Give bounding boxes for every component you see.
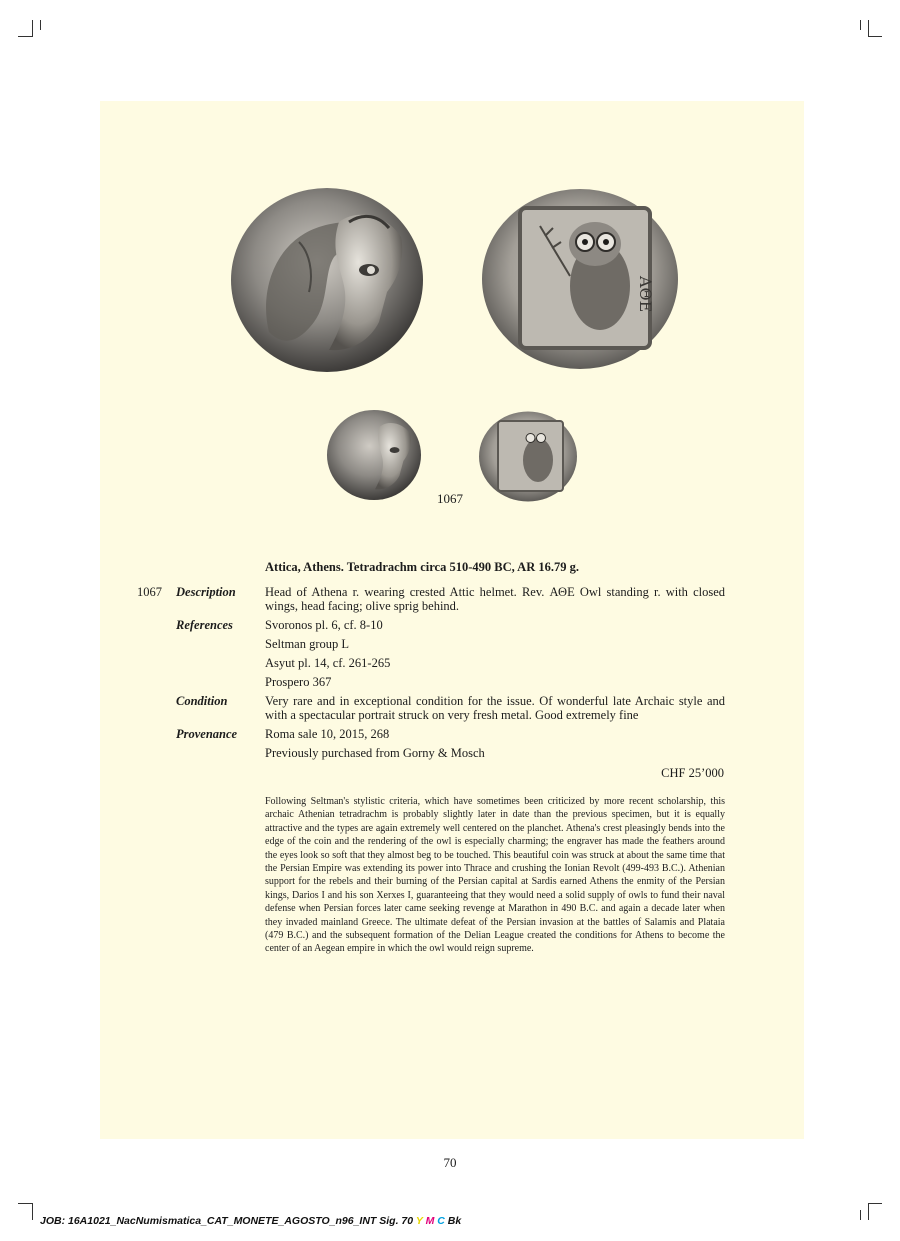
crop-mark-top-left-v2 bbox=[40, 20, 41, 30]
print-job-slug bbox=[40, 1215, 461, 1227]
condition-label: Condition bbox=[176, 694, 228, 708]
obverse-coin-small-image bbox=[326, 407, 422, 503]
lot-number: 1067 bbox=[137, 585, 162, 599]
reference-item: Prospero 367 bbox=[265, 675, 332, 689]
condition-text: Very rare and in exceptional condition for the issue. Of wonderful late Archaic style and with a spectacular portrait struck on very fresh metal. Good extremely fine bbox=[265, 694, 725, 722]
crop-mark-bottom-right-h bbox=[868, 1203, 882, 1204]
job-text: JOB: 16A1021_NacNumismatica_CAT_MONETE_AGOSTO_n96_INT Sig. 70 bbox=[40, 1215, 416, 1227]
image-lot-number: 1067 bbox=[437, 491, 463, 506]
crop-mark-bottom-left-v bbox=[32, 1203, 33, 1220]
svg-text:ΑΘΕ: ΑΘΕ bbox=[636, 276, 655, 313]
reference-item: Svoronos pl. 6, cf. 8-10 bbox=[265, 618, 383, 632]
crop-mark-top-right-v bbox=[868, 20, 869, 37]
provenance-item: Previously purchased from Gorny & Mosch bbox=[265, 746, 485, 760]
crop-mark-top-right-v2 bbox=[860, 20, 861, 30]
page-number: 70 bbox=[443, 1155, 457, 1170]
reference-item: Seltman group L bbox=[265, 637, 350, 651]
reference-item: Asyut pl. 14, cf. 261-265 bbox=[265, 656, 391, 670]
provenance-label: Provenance bbox=[176, 727, 238, 741]
crop-mark-bottom-right-v bbox=[868, 1203, 869, 1220]
crop-mark-top-left-v bbox=[32, 20, 33, 37]
reverse-coin-small-image bbox=[478, 410, 578, 503]
commentary-paragraph: Following Seltman's stylistic criteria, which have sometimes been criticized by more recent scholarship, this archaic Athenian tetradrachm is probably slightly later in date than the previous specimen, but it is equally attractive and the types are again extremely well centered on the planchet. Athena's crest pleasingly bends into the edge of the coin and the rendering of the owl is especially charming; the engraver has made the feathers around the eyes look so soft that they almost beg to be touched. This beautiful coin was struck at about the same time that the Persian Empire was extending its power into Thrace and crushing the Ionian Revolt (499-493 B.C.). Athenian support for the rebels and their burning of the Persian capital at Sardis earned Athens the enmity of the Persian kings, Darios I and his son Xerxes I, guaranteeing that they would need a solid supply of owls to fund their naval defense when Persian forces later came seeking revenge at Marathon in 490 B.C. and again a decade later when they invaded mainland Greece. The ultimate defeat of the Persian invasion at the battles of Salamis and Plataia (479 B.C.) and the subsequent formation of the Delian League created the conditions for Athens to become the center of an Aegean empire in which the owl would reign supreme. bbox=[265, 796, 725, 955]
cyan-plate-mark: C bbox=[437, 1215, 445, 1227]
references-label: References bbox=[176, 618, 233, 632]
obverse-coin-large-image bbox=[229, 182, 425, 378]
estimate-price: CHF 25’000 bbox=[661, 766, 724, 780]
crop-mark-bottom-right-v2 bbox=[860, 1210, 861, 1220]
reverse-coin-large-image bbox=[480, 186, 680, 372]
description-text: Head of Athena r. wearing crested Attic helmet. Rev. ΑΘΕ Owl standing r. with closed wings, head facing; olive sprig behind. bbox=[265, 585, 725, 613]
crop-mark-top-left-h bbox=[18, 36, 32, 37]
lot-title: Attica, Athens. Tetradrachm circa 510-490 BC, AR 16.79 g. bbox=[265, 560, 579, 574]
black-plate-mark: Bk bbox=[447, 1215, 462, 1227]
crop-mark-top-right-h bbox=[868, 36, 882, 37]
yellow-plate-mark: Y bbox=[415, 1215, 423, 1227]
provenance-item: Roma sale 10, 2015, 268 bbox=[265, 727, 390, 741]
magenta-plate-mark: M bbox=[425, 1215, 435, 1227]
description-label: Description bbox=[176, 585, 236, 599]
crop-mark-bottom-left-h bbox=[18, 1203, 32, 1204]
